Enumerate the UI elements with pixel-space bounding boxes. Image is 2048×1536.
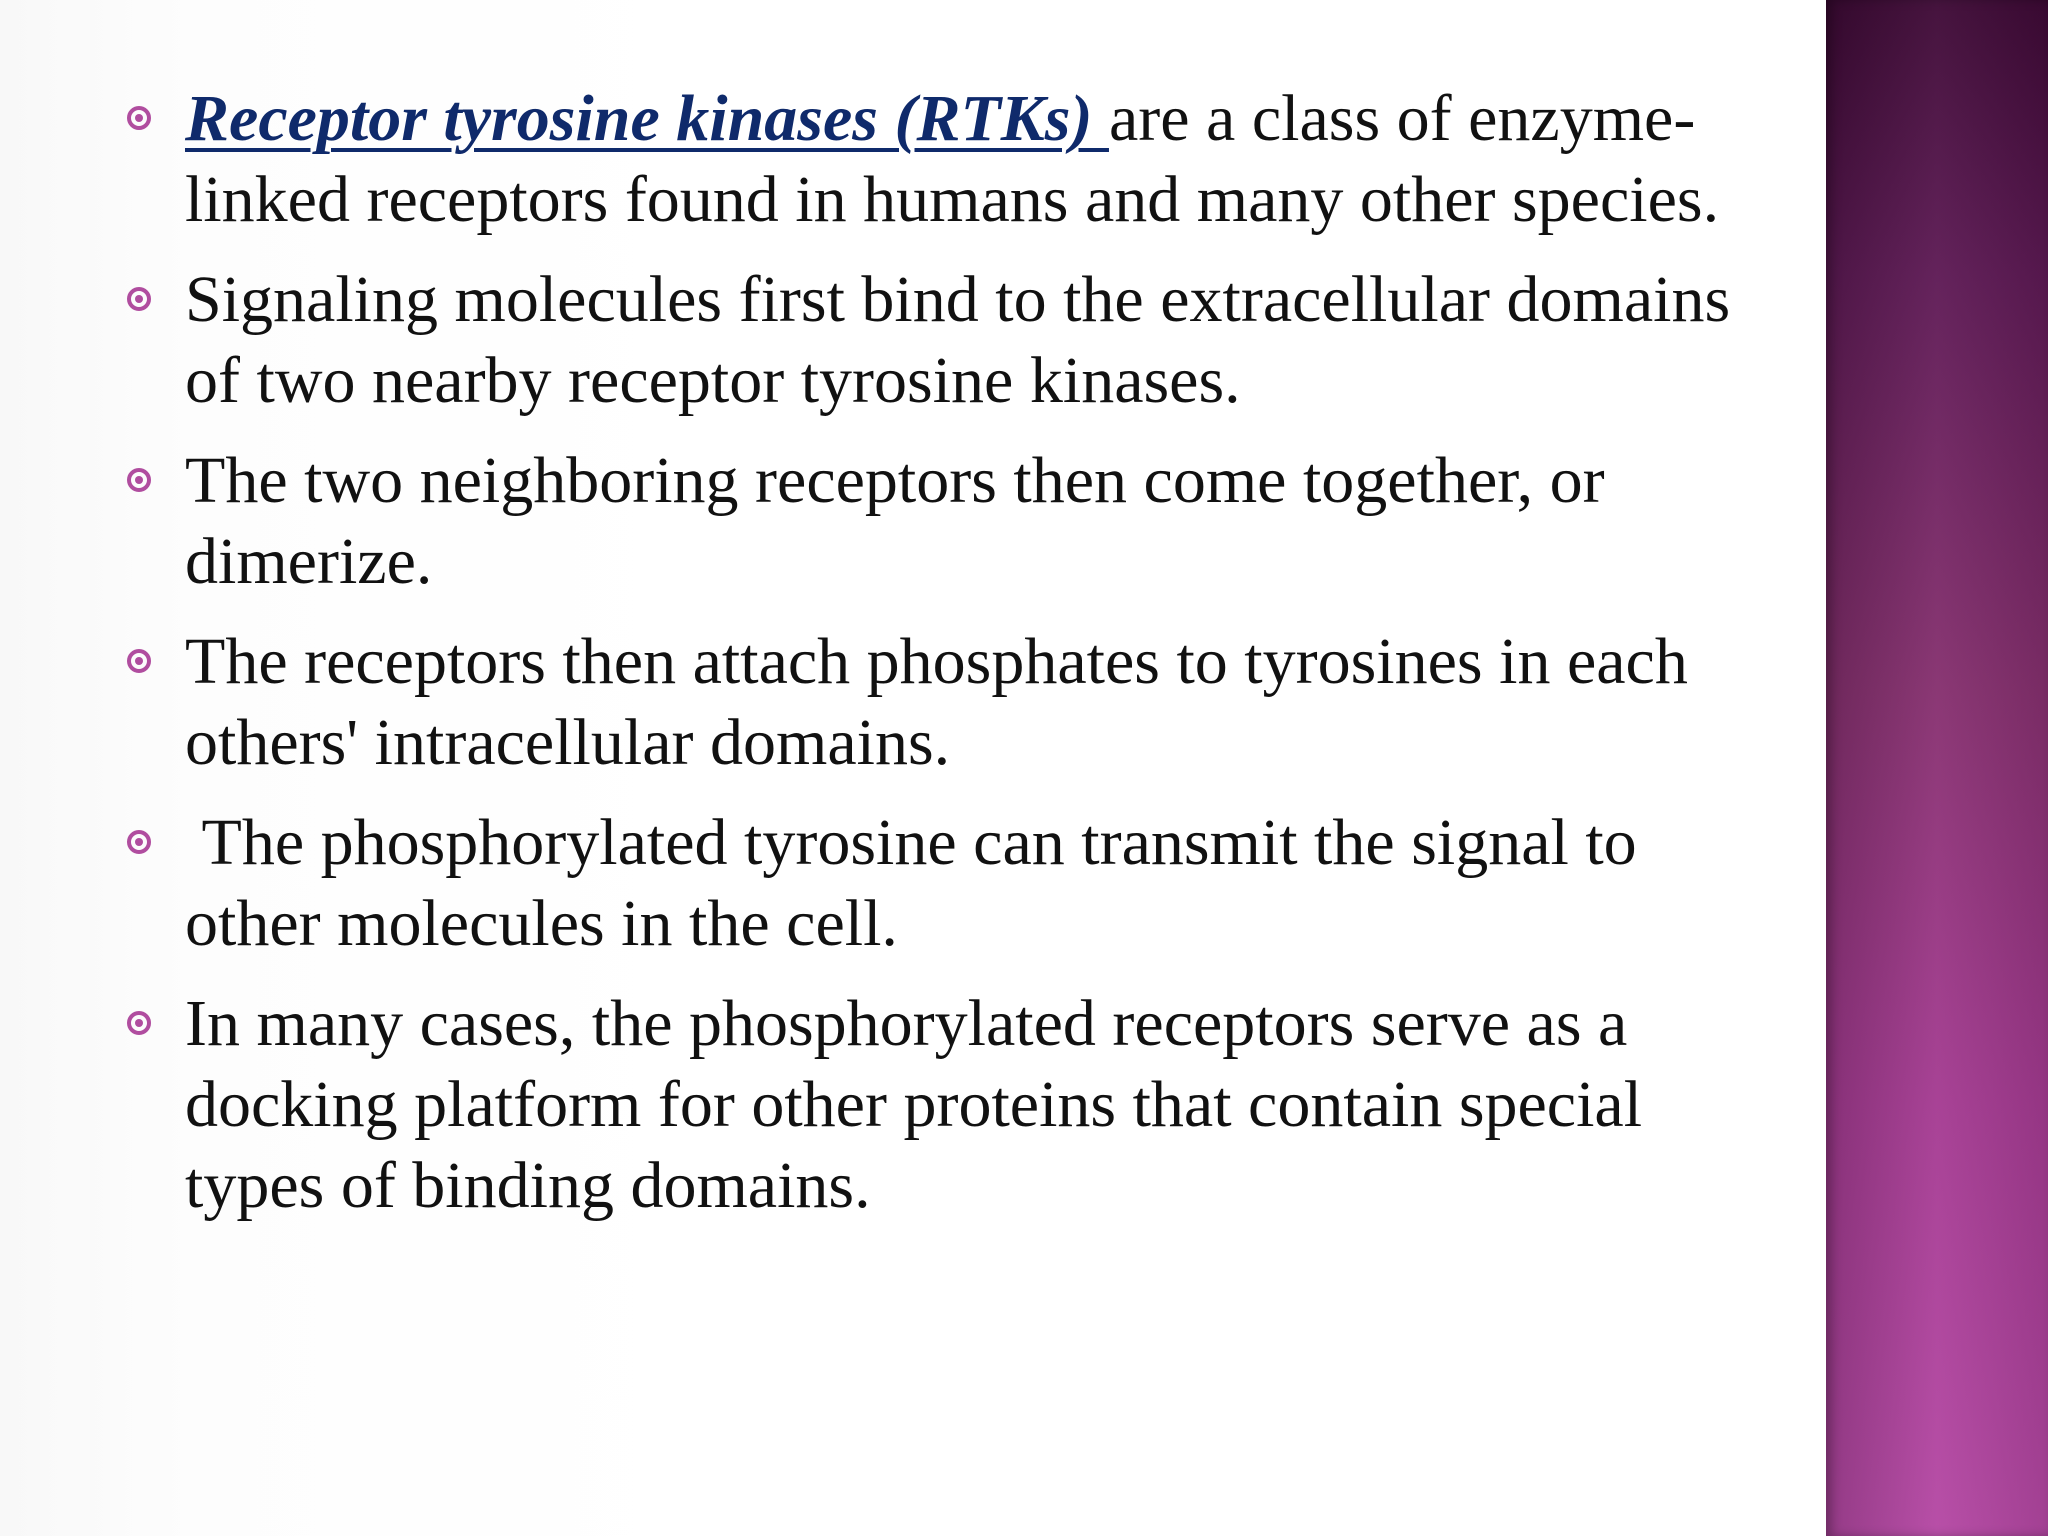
- bullet-item-rtk-definition: [122, 78, 1762, 240]
- bullet-text: The phosphorylated tyrosine can transmit the signal to other molecules in the cell.: [185, 806, 1654, 960]
- circle-bullet-icon: [127, 649, 151, 673]
- bullet-item-dimerize: [122, 440, 1762, 602]
- bullet-text: Signaling molecules first bind to the extracellular domains of two nearby receptor tyrosine kinases.: [185, 263, 1731, 417]
- key-term: Receptor tyrosine kinases (RTKs): [185, 82, 1109, 155]
- bullet-list: [122, 78, 1762, 1226]
- bullet-text: The two neighboring receptors then come together, or dimerize.: [185, 444, 1605, 598]
- bullet-item-phosphorylation: [122, 621, 1762, 783]
- circle-bullet-icon: [127, 287, 151, 311]
- bullet-item-docking-platform: [122, 983, 1762, 1226]
- bullet-text: The receptors then attach phosphates to tyrosines in each others' intracellular domains.: [185, 625, 1688, 779]
- bullet-item-signal-binding: [122, 259, 1762, 421]
- circle-bullet-icon: [127, 106, 151, 130]
- circle-bullet-icon: [127, 830, 151, 854]
- decorative-side-bar: [1826, 0, 2048, 1536]
- circle-bullet-icon: [127, 468, 151, 492]
- bullet-text: are a class of enzyme-linked receptors found in humans and many other species.: [185, 82, 1720, 236]
- circle-bullet-icon: [127, 1011, 151, 1035]
- slide-content: [122, 78, 1762, 1245]
- bullet-text: In many cases, the phosphorylated receptors serve as a docking platform for other proteins that contain special types of binding domains.: [185, 987, 1643, 1222]
- bullet-item-signal-transmission: [122, 802, 1762, 964]
